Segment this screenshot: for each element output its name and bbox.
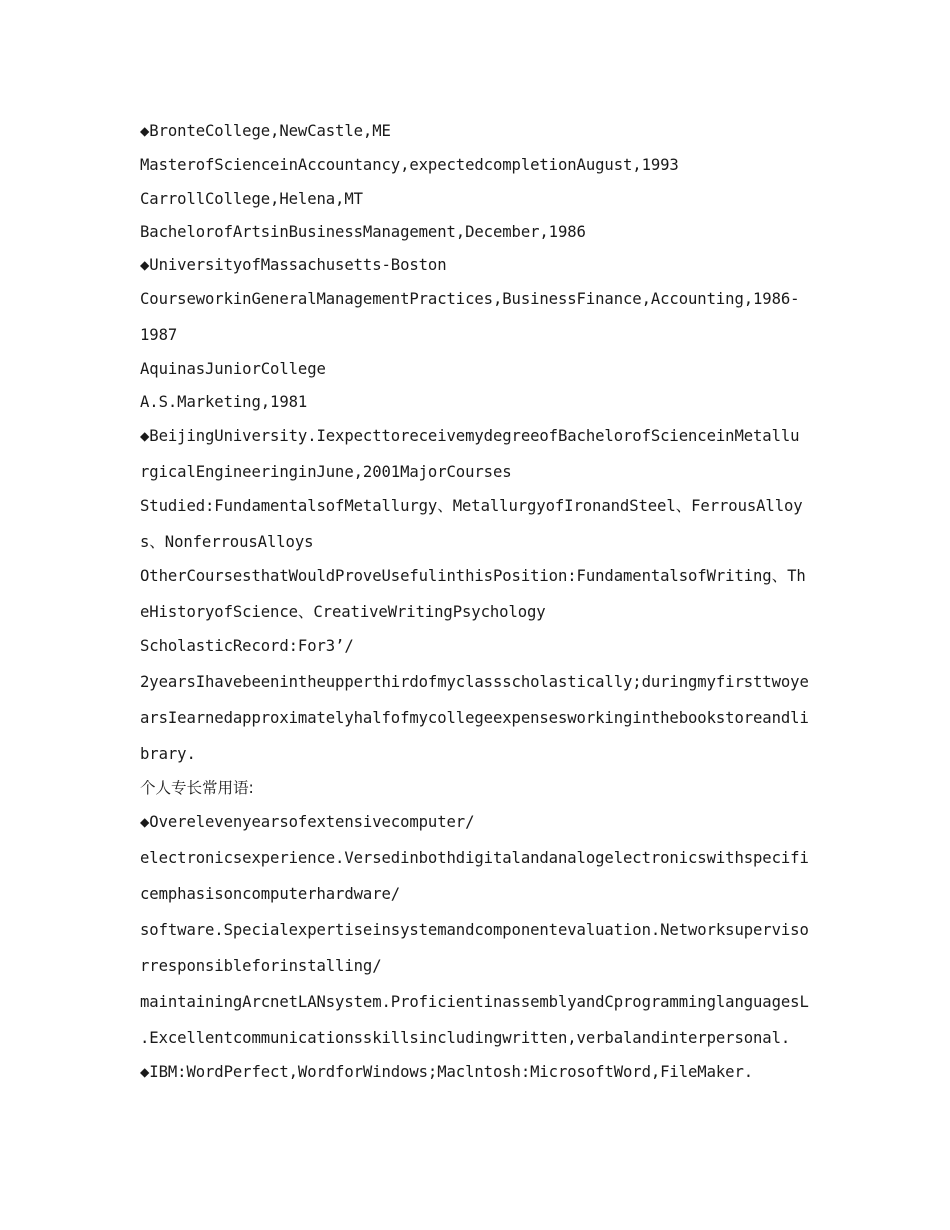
- text-line: BachelorofArtsinBusinessManagement,December,1986: [140, 223, 586, 241]
- text-line: 2yearsIhavebeenintheupperthirdofmyclassscholastically;duringmyfirsttwoye: [140, 673, 809, 691]
- text-line: arsIearnedapproximatelyhalfofmycollegeexpensesworkinginthebookstoreandli: [140, 709, 809, 727]
- text-line: electronicsexperience.Versedinbothdigitalandanalogelectronicswithspecifi: [140, 849, 809, 867]
- text-line: ◆BeijingUniversity.IexpecttoreceivemydegreeofBachelorofScienceinMetallu: [140, 427, 800, 445]
- text-line: rresponsibleforinstalling/: [140, 957, 382, 975]
- text-line: ◆BronteCollege,NewCastle,ME: [140, 122, 391, 140]
- text-line: ◆Overelevenyearsofextensivecomputer/: [140, 813, 475, 831]
- text-line: A.S.Marketing,1981: [140, 393, 308, 411]
- text-line: .Excellentcommunicationsskillsincludingwritten,verbalandinterpersonal.: [140, 1029, 791, 1047]
- text-line: ◆UniversityofMassachusetts-Boston: [140, 256, 447, 274]
- text-line: cemphasisoncomputerhardware/: [140, 885, 401, 903]
- text-line: ScholasticRecord:For3’/: [140, 637, 354, 655]
- text-line: maintainingArcnetLANsystem.ProficientinassemblyandCprogramminglanguagesL: [140, 993, 809, 1011]
- text-line: 1987: [140, 326, 178, 344]
- text-line: Studied:FundamentalsofMetallurgy、MetallurgyofIronandSteel、FerrousAlloy: [140, 497, 803, 515]
- text-line: AquinasJuniorCollege: [140, 360, 326, 378]
- text-line: brary.: [140, 745, 196, 763]
- text-line: OtherCoursesthatWouldProveUsefulinthisPosition:FundamentalsofWriting、Th: [140, 567, 806, 585]
- text-line: software.Specialexpertiseinsystemandcomponentevaluation.Networksuperviso: [140, 921, 809, 939]
- text-line: CarrollCollege,Helena,MT: [140, 190, 363, 208]
- text-line: MasterofScienceinAccountancy,expectedcompletionAugust,1993: [140, 156, 679, 174]
- text-line: rgicalEngineeringinJune,2001MajorCourses: [140, 463, 512, 481]
- text-line: CourseworkinGeneralManagementPractices,BusinessFinance,Accounting,1986-: [140, 290, 800, 308]
- text-line: s、NonferrousAlloys: [140, 533, 314, 551]
- text-line: eHistoryofScience、CreativeWritingPsychology: [140, 603, 546, 621]
- section-heading: 个人专长常用语:: [140, 779, 254, 797]
- text-line: ◆IBM:WordPerfect,WordforWindows;Maclntosh:MicrosoftWord,FileMaker.: [140, 1063, 754, 1081]
